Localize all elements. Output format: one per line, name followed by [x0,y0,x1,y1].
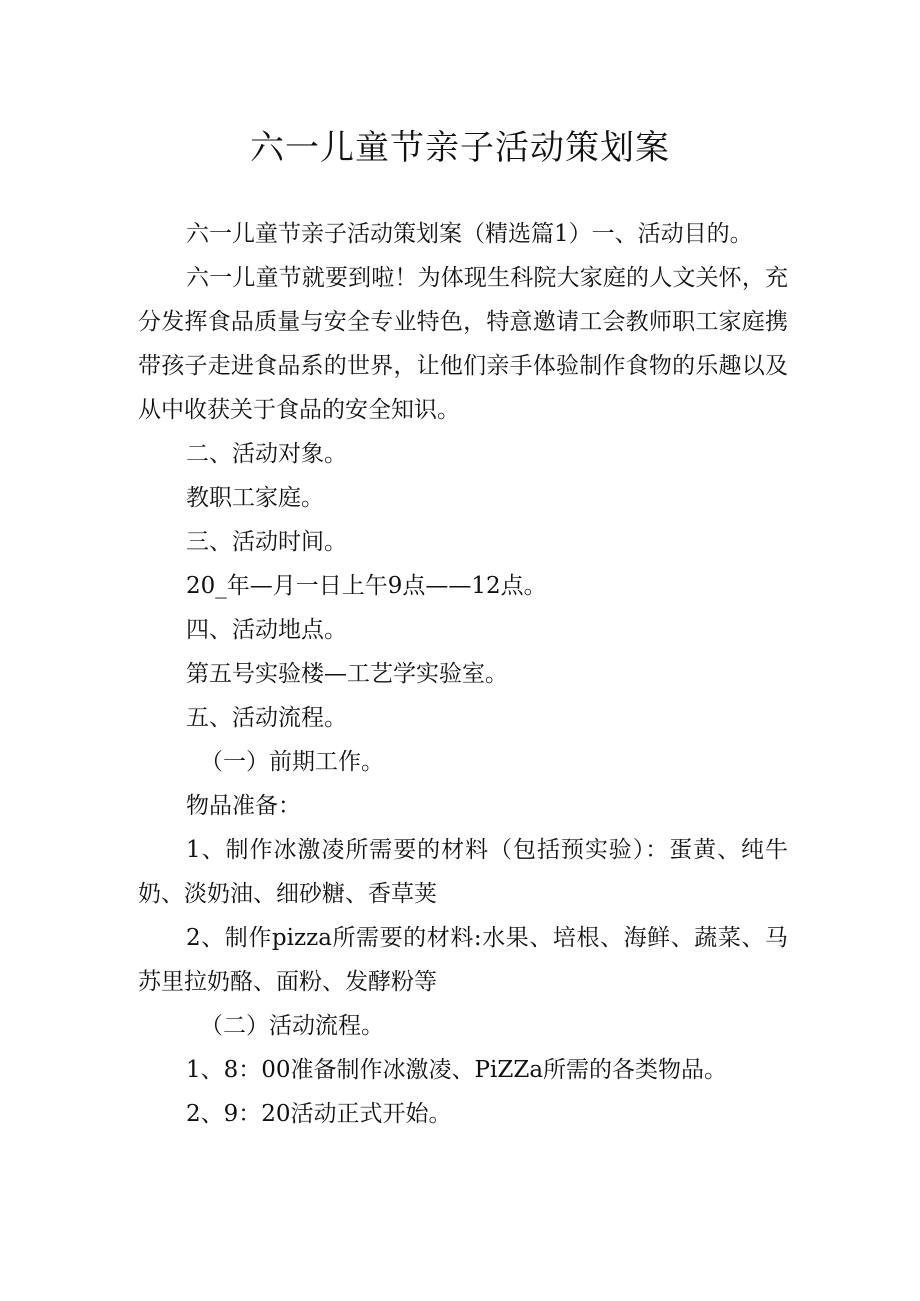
heading-target: 二、活动对象。 [186,441,347,467]
paragraph-target: 教职工家庭。 [186,485,324,511]
paragraph-materials-label: 物品准备： [186,793,301,819]
list-item-icecream: 1、制作冰激凌所需要的材料（包括预实验）：蛋黄、纯牛奶、淡奶油、细砂糖、香草荚 [138,837,788,907]
paragraph-intro: 六一儿童节亲子活动策划案（精选篇1）一、活动目的。 [186,221,753,247]
paragraph-time: 20_年—月一日上午9点——12点。 [186,573,547,599]
list-item-pizza: 2、制作pizza所需要的材料:水果、培根、海鲜、蔬菜、马苏里拉奶酪、面粉、发酵粉等 [138,925,788,995]
heading-process: 五、活动流程。 [186,705,347,731]
paragraph-purpose: 六一儿童节就要到啦！为体现生科院大家庭的人文关怀，充分发挥食品质量与安全专业特色，特意邀请工会教师职工家庭携带孩子走进食品系的世界，让他们亲手体验制作食物的乐趣以及从中收获关于食品的安全知识。 [138,265,788,423]
subheading-activity-process: （二）活动流程。 [200,1013,384,1039]
paragraph-location: 第五号实验楼—工艺学实验室。 [186,661,508,687]
document-body [138,212,788,1136]
list-item-step-1: 1、8：00准备制作冰激凌、PiZZa所需的各类物品。 [186,1057,728,1083]
subheading-preparation: （一）前期工作。 [200,749,384,775]
document-title: 六一儿童节亲子活动策划案 [250,128,670,168]
list-item-step-2: 2、9：20活动正式开始。 [186,1101,452,1127]
heading-time: 三、活动时间。 [186,529,347,555]
heading-location: 四、活动地点。 [186,617,347,643]
